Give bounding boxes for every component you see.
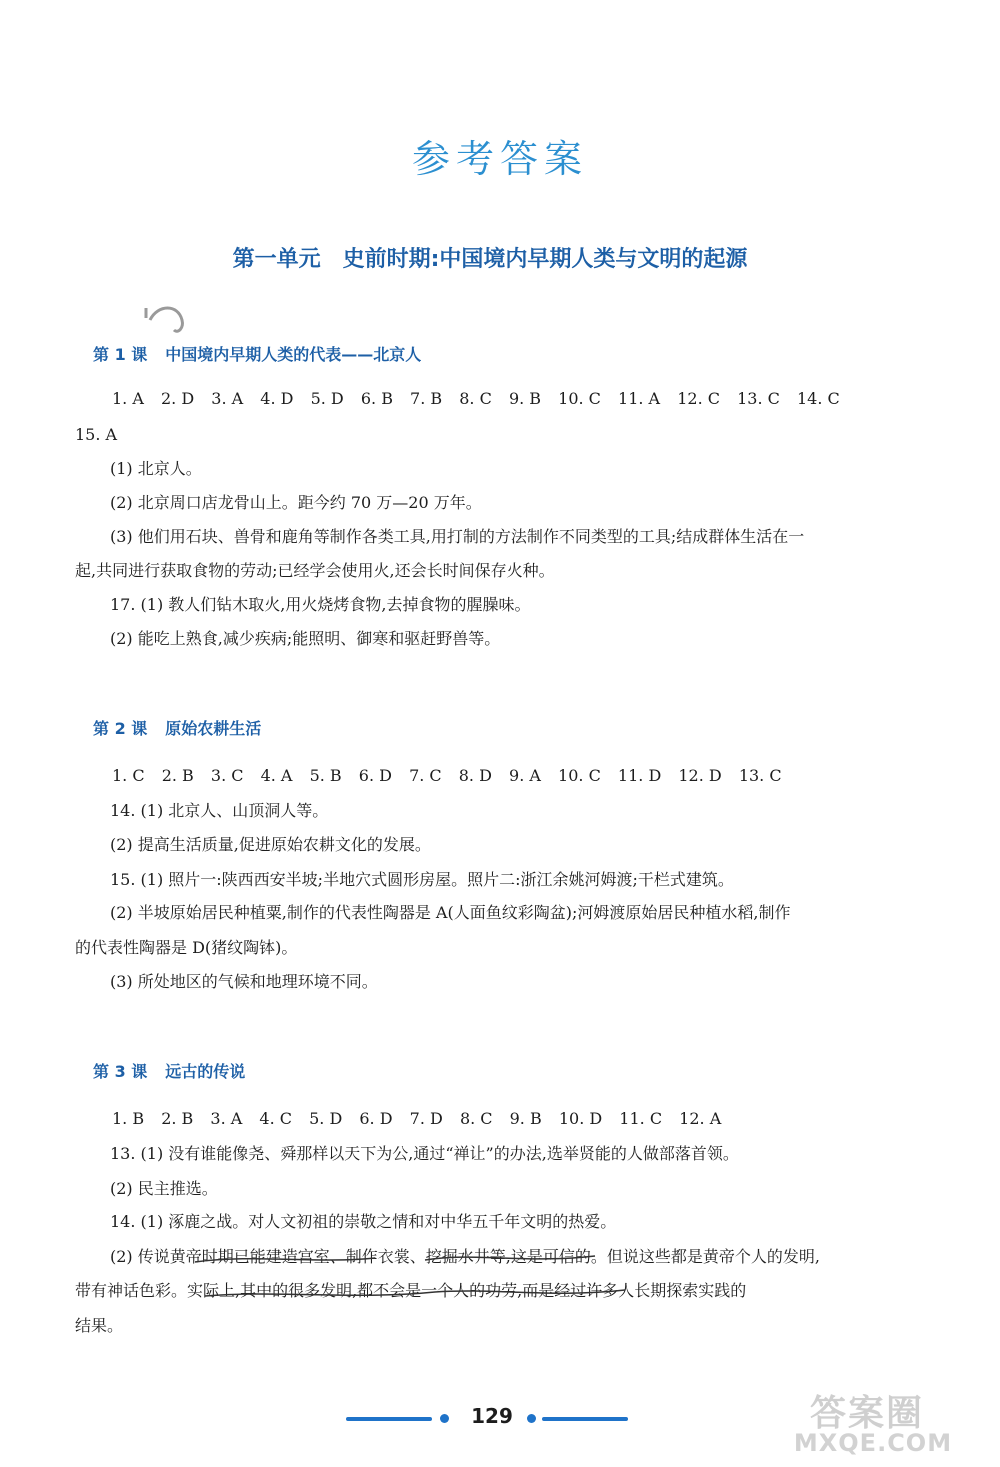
answer-line: 起,共同进行获取食物的劳动;已经学会使用火,还会长时间保存火种。 (75, 561, 555, 580)
watermark (756, 1385, 990, 1460)
answer-item: 8. C (459, 1109, 493, 1128)
answer-item: 10. C (558, 389, 601, 408)
answer-item: 4. A (260, 766, 293, 785)
answer-item: 9. B (509, 1109, 542, 1128)
answer-item: 11. C (619, 1109, 663, 1128)
page-number: 129 (471, 1404, 513, 1428)
answer-item: 9. A (509, 766, 541, 785)
page-title: 参考答案 (411, 137, 588, 181)
pen-scribble (140, 300, 190, 340)
watermark-logo-text: 答案圈 (810, 1393, 925, 1434)
answer-item: 5. D (310, 389, 344, 408)
answer-item: 8. D (458, 766, 492, 785)
lesson-1-answer-15: 15. A (75, 425, 118, 444)
answer-item: 12. A (679, 1109, 722, 1128)
answer-line: 14. (1) 涿鹿之战。对人文初祖的崇敬之情和对中华五千年文明的热爱。 (110, 1212, 617, 1231)
answer-line: (2) 能吃上熟食,减少疾病;能照明、御寒和驱赶野兽等。 (110, 629, 501, 648)
answer-item: 13. C (738, 766, 782, 785)
answer-item: 11. A (618, 389, 661, 408)
answer-line: 结果。 (75, 1316, 124, 1335)
watermark-url: MXQE.COM (793, 1429, 953, 1457)
answer-item: 6. D (358, 766, 392, 785)
answer-item: 4. D (260, 389, 294, 408)
answer-line: (3) 所处地区的气候和地理环境不同。 (110, 972, 378, 991)
answer-line: (1) 北京人。 (110, 459, 202, 478)
answer-item: 3. A (210, 1109, 243, 1128)
answer-item: 4. C (259, 1109, 292, 1128)
answer-item: 7. C (409, 766, 442, 785)
lesson-2-heading (93, 716, 261, 739)
answer-item: 2. B (161, 766, 194, 785)
answer-item: 9. B (508, 389, 542, 408)
lesson-3-title: 远古的传说 (165, 1062, 246, 1081)
answer-line: 15. (1) 照片一:陕西西安半坡;半地穴式圆形房屋。照片二:浙江余姚河姆渡;干栏式建筑。 (110, 870, 734, 889)
lesson-2-answers (112, 765, 794, 787)
answer-item: 7. B (410, 389, 443, 408)
lesson-3-number: 第 3 课 (93, 1062, 148, 1081)
footer-rule-left (346, 1417, 432, 1421)
answer-item: 7. D (409, 1109, 443, 1128)
answer-item: 6. D (359, 1109, 393, 1128)
lesson-1-title: 中国境内早期人类的代表——北京人 (165, 345, 422, 364)
answer-line: 14. (1) 北京人、山顶洞人等。 (110, 801, 329, 820)
lesson-2-title: 原始农耕生活 (165, 719, 262, 738)
footer-dot-right (527, 1414, 536, 1423)
answer-item: 13. C (737, 389, 780, 408)
answer-item: 3. C (210, 766, 244, 785)
lesson-3-answers (112, 1108, 733, 1130)
answer-line: (3) 他们用石块、兽骨和鹿角等制作各类工具,用打制的方法制作不同类型的工具;结成群体生活在一 (110, 527, 805, 546)
answer-line: (2) 北京周口店龙骨山上。距今约 70 万—20 万年。 (110, 493, 482, 512)
answer-item: 10. D (558, 1109, 603, 1128)
answer-item: 11. D (617, 766, 662, 785)
unit-title: 第一单元 史前时期:中国境内早期人类与文明的起源 (232, 247, 748, 272)
footer-dot-left (440, 1414, 449, 1423)
pen-strikeout (195, 1244, 655, 1310)
answer-line: 17. (1) 教人们钻木取火,用火烧烤食物,去掉食物的腥臊味。 (110, 595, 531, 614)
answer-item: 14. C (796, 389, 840, 408)
answer-item: 12. C (677, 389, 720, 408)
lesson-1-heading (93, 342, 421, 365)
answer-item: 2. B (161, 1109, 194, 1128)
answer-item: 1. C (112, 766, 145, 785)
answer-item: 8. C (459, 389, 492, 408)
answer-item: 5. D (309, 1109, 343, 1128)
answer-item: 10. C (558, 766, 601, 785)
answer-item: 12. D (678, 766, 722, 785)
answer-item: 6. B (360, 389, 393, 408)
answer-item: 1. A (112, 389, 144, 408)
footer-rule-right (542, 1417, 628, 1421)
answer-item: 5. B (309, 766, 342, 785)
answer-line: (2) 提高生活质量,促进原始农耕文化的发展。 (110, 835, 431, 854)
lesson-3-heading (93, 1059, 245, 1082)
lesson-1-answers (112, 388, 852, 410)
answer-line: 13. (1) 没有谁能像尧、舜那样以天下为公,通过“禅让”的办法,选举贤能的人做部落首领。 (110, 1144, 739, 1163)
answer-line: 的代表性陶器是 D(猪纹陶钵)。 (75, 938, 298, 957)
lesson-2-number: 第 2 课 (93, 719, 148, 738)
answer-line: (2) 半坡原始居民种植粟,制作的代表性陶器是 A(人面鱼纹彩陶盆);河姆渡原始居民种植水稻,制作 (110, 903, 791, 922)
answer-item: 1. B (112, 1109, 145, 1128)
answer-item: 3. A (211, 389, 244, 408)
answer-item: 2. D (161, 389, 195, 408)
answer-line: (2) 传说黄帝时期已能建造宫室、制作衣裳、挖掘水井等,这是可信的。但说这些都是黄帝个人的发明, (110, 1247, 820, 1266)
answer-line: (2) 民主推选。 (110, 1179, 218, 1198)
lesson-1-number: 第 1 课 (93, 345, 148, 364)
answer-line: 带有神话色彩。实际上,其中的很多发明,都不会是一个人的功劳,而是经过许多人长期探索实践的 (75, 1281, 747, 1300)
